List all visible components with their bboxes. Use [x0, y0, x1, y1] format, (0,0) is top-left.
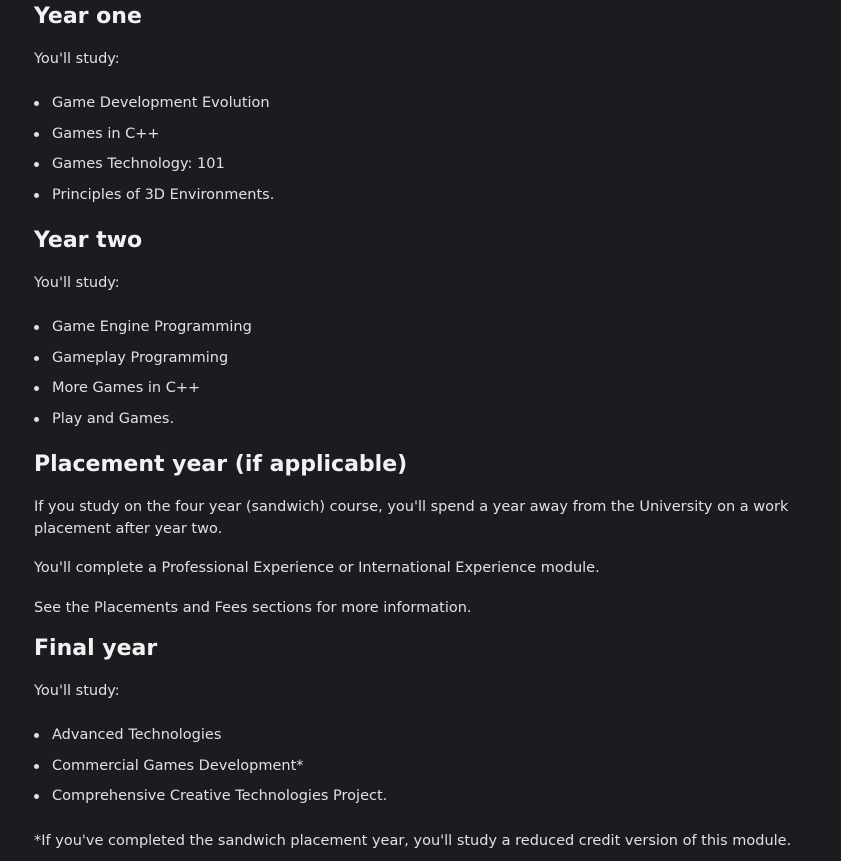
list-item: Principles of 3D Environments. — [34, 184, 807, 215]
placement-paragraph: See the Placements and Fees sections for more information. — [34, 600, 472, 616]
final-year-footnote: *If you've completed the sandwich placement year, you'll study a reduced credit version of this module. — [34, 833, 792, 849]
list-item: Advanced Technologies — [34, 724, 807, 755]
list-item: Games in C++ — [34, 123, 807, 154]
year-one-intro: You'll study: — [34, 51, 120, 67]
year-one-heading: Year one — [34, 4, 142, 29]
final-year-module-list — [34, 724, 807, 816]
final-year-heading: Final year — [34, 636, 158, 661]
year-one-module-list — [34, 92, 807, 215]
placement-paragraph: If you study on the four year (sandwich) course, you'll spend a year away from the University on a work placement after year two. — [34, 499, 789, 537]
year-two-intro: You'll study: — [34, 275, 120, 291]
placement-paragraph: You'll complete a Professional Experience or International Experience module. — [34, 560, 600, 576]
list-item: More Games in C++ — [34, 377, 807, 408]
list-item: Comprehensive Creative Technologies Project. — [34, 785, 807, 816]
year-two-heading: Year two — [34, 228, 143, 253]
year-two-module-list — [34, 316, 807, 439]
list-item: Game Engine Programming — [34, 316, 807, 347]
list-item: Games Technology: 101 — [34, 153, 807, 184]
list-item: Game Development Evolution — [34, 92, 807, 123]
placement-year-heading: Placement year (if applicable) — [34, 452, 408, 477]
list-item: Play and Games. — [34, 408, 807, 439]
final-year-intro: You'll study: — [34, 683, 120, 699]
list-item: Commercial Games Development* — [34, 755, 807, 786]
list-item: Gameplay Programming — [34, 347, 807, 378]
